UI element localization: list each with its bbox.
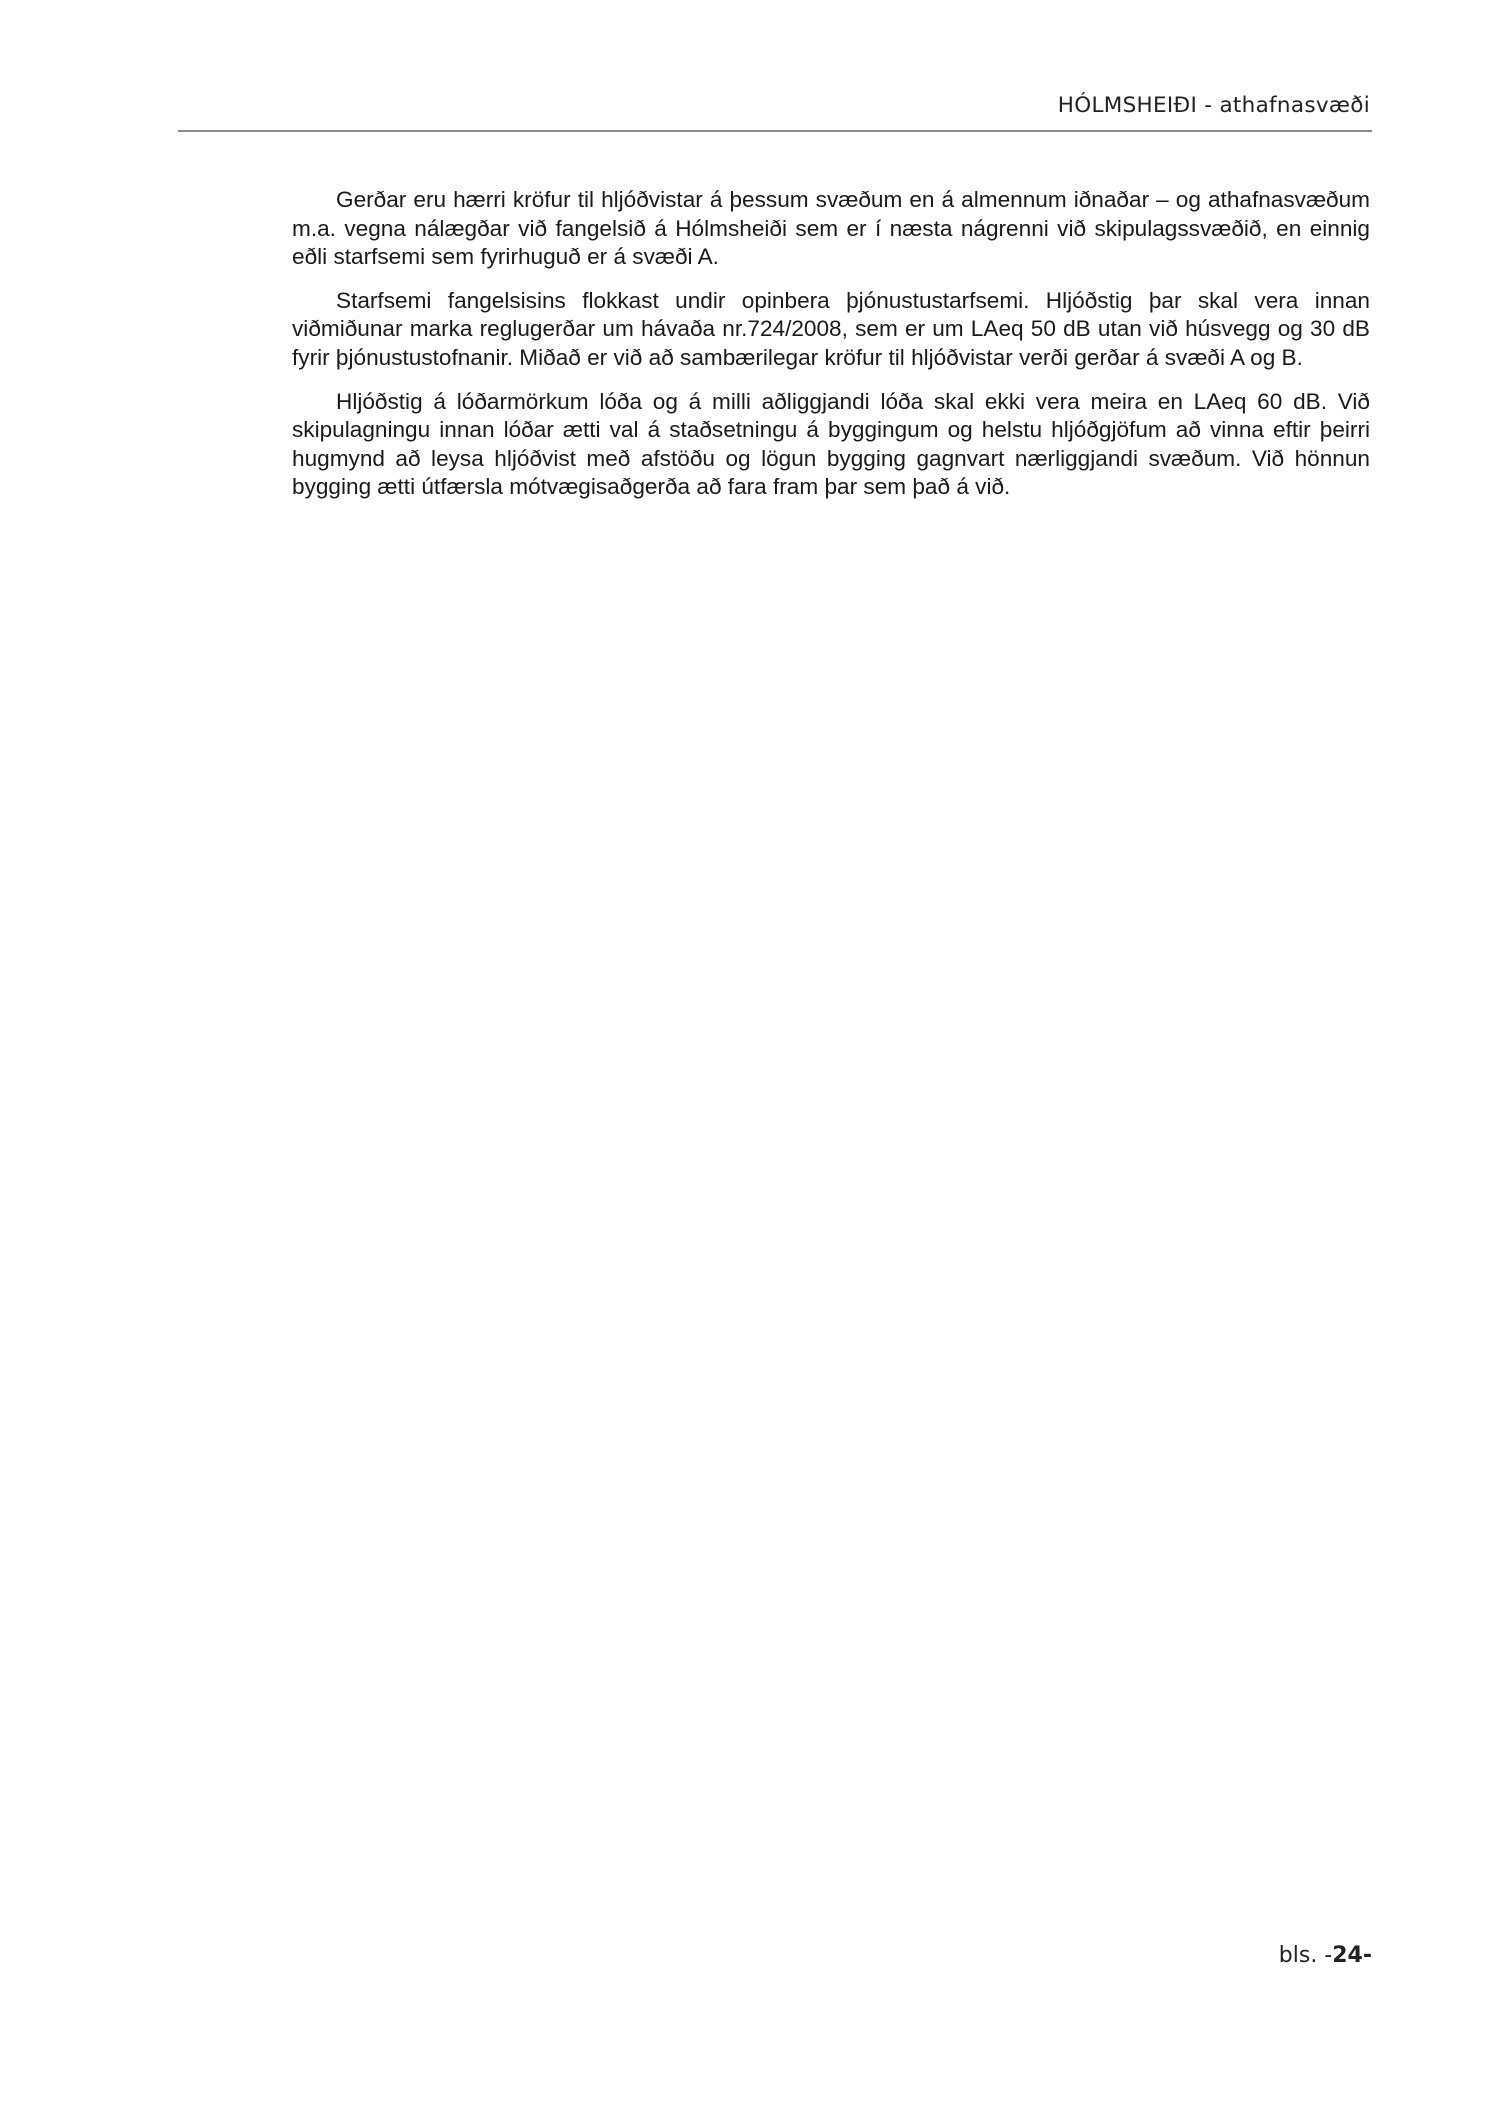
page-number-value: 24- [1332, 1943, 1372, 1968]
running-header [178, 90, 1372, 132]
paragraph-lot-boundary-noise: Hljóðstig á lóðarmörkum lóða og á milli aðliggjandi lóða skal ekki vera meira en LAeq 60 dB. Við skipulagningu innan lóðar ætti val á staðsetningu á byggingum og helstu hljóðgjöfum að vinna eftir þeirri hugmynd að leysa hljóðvist með afstöðu og lögun bygging gagnvart nærliggjandi svæðum. Við hönnun bygging ætti útfærsla mótvægisaðgerða að fara fram þar sem það á við. [292, 388, 1370, 500]
page-number [1279, 1943, 1372, 1968]
running-header-title: HÓLMSHEIÐI - athafnasvæði [1057, 93, 1370, 118]
paragraph-prison-noise-limits: Starfsemi fangelsisins flokkast undir opinbera þjónustustarfsemi. Hljóðstig þar skal vera innan viðmiðunar marka reglugerðar um hávaða nr.724/2008, sem er um LAeq 50 dB utan við húsvegg og 30 dB fyrir þjónustustofnanir. Miðað er við að sambærilegar kröfur til hljóðvistar verði gerðar á svæði A og B. [292, 287, 1370, 370]
paragraph-noise-requirements: Gerðar eru hærri kröfur til hljóðvistar á þessum svæðum en á almennum iðnaðar – og athafnasvæðum m.a. vegna nálægðar við fangelsið á Hólmsheiði sem er í næsta nágrenni við skipulagssvæðið, en einnig eðli starfsemi sem fyrirhuguð er á svæði A. [292, 187, 1370, 270]
body-text [292, 186, 1370, 517]
page-number-prefix: bls. - [1278, 1943, 1333, 1968]
